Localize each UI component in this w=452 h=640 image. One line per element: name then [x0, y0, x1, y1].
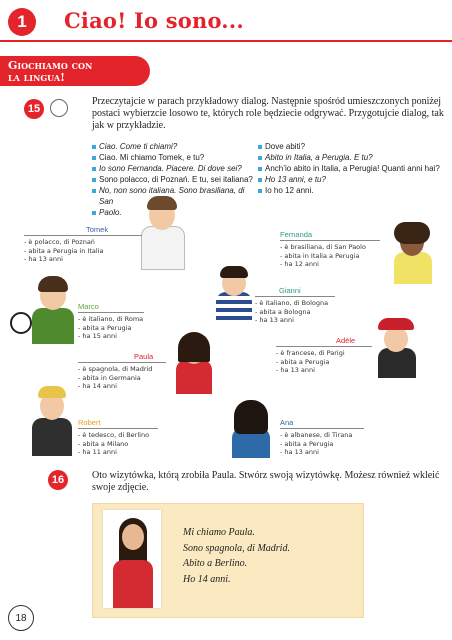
bio-line: - abita a Bologna — [255, 307, 311, 316]
character-bio — [255, 299, 328, 325]
dialog-line: Sono polacco, di Poznań. E tu, sei italiana? — [92, 174, 257, 185]
lesson-number-badge: 1 — [8, 8, 36, 36]
name-underline — [280, 240, 380, 241]
character-name: Ana — [280, 418, 294, 427]
bio-line: - ha 13 anni — [280, 448, 319, 456]
tomek-figure — [137, 188, 187, 268]
card-line: Sono spagnola, di Madrid. — [183, 542, 290, 554]
bio-line: - ha 13 anni — [24, 255, 63, 263]
character-card-ana — [280, 418, 370, 462]
name-underline — [255, 296, 335, 297]
football-icon — [10, 312, 32, 334]
character-name: Paula — [134, 352, 154, 361]
dialog-line: Ciao. Come ti chiami? — [92, 141, 257, 152]
name-underline — [276, 346, 372, 347]
character-name: Adèle — [336, 336, 356, 345]
dialog-line: Io sono Fernanda. Piacere. Di dove sei? — [92, 163, 257, 174]
bio-line: - abita a Milano — [78, 439, 129, 448]
character-bio — [280, 431, 352, 457]
bio-line: - abita in Germania — [78, 373, 141, 382]
dialog-line: Anch’io abito in Italia, a Perugia! Quanti anni hai? — [258, 163, 448, 174]
paula-figure — [172, 330, 216, 394]
exercise-15-instruction: Przeczytajcie w parach przykładowy dialog. Następnie spośród umieszczonych poniżej postaci wybierzcie losowo te, których role będziecie odgrywać. Przygotujcie dialog, tak jak w przykładzie. — [92, 96, 444, 131]
bio-line: - abita a Perugia in Italia — [24, 246, 104, 255]
marco-figure — [10, 272, 80, 344]
character-name: Marco — [78, 302, 99, 311]
dialog-line: Abito in Italia, a Perugia. E tu? — [258, 152, 448, 163]
name-underline — [78, 362, 166, 363]
character-name: Gianni — [279, 286, 301, 295]
exercise-16-instruction: Oto wizytówka, którą zrobiła Paula. Stwórz swoją wizytówkę. Możesz również wkleić swoje zdjęcie. — [92, 470, 440, 493]
header-divider — [0, 40, 452, 42]
bio-line: - è polacco, di Poznań — [24, 238, 95, 246]
bio-line: - ha 13 anni — [255, 316, 294, 324]
bio-line: - è italiano, di Roma — [78, 315, 144, 323]
exercise-15-number: 15 — [24, 99, 44, 119]
character-name: Fernanda — [280, 230, 313, 239]
speaking-pair-icon — [50, 99, 68, 117]
beret-icon — [378, 318, 414, 330]
bio-line: - ha 13 anni — [276, 366, 315, 374]
character-card-marco — [78, 302, 148, 346]
name-underline — [280, 428, 364, 429]
adele-figure — [372, 316, 442, 378]
character-bio — [78, 431, 149, 457]
bio-line: - è spagnola, di Madrid — [78, 365, 153, 373]
bio-line: - abita a Perugia — [276, 357, 330, 366]
banner-line-1: Giochiamo con — [8, 59, 93, 72]
character-card-tomek — [24, 225, 142, 270]
paula-photo — [103, 510, 161, 608]
character-bio — [24, 238, 103, 264]
bio-line: - abita a Perugia — [280, 439, 334, 448]
bio-line: - è francese, di Parigi — [276, 349, 345, 357]
dialog-line: Ciao. Mi chiamo Tomek, e tu? — [92, 152, 257, 163]
character-bio — [78, 315, 143, 341]
character-card-fernanda — [280, 230, 384, 274]
character-bio — [280, 243, 366, 269]
bio-line: - ha 14 anni — [78, 382, 117, 390]
paula-card-text — [183, 525, 290, 587]
bio-line: - è italiano, di Bologna — [255, 299, 329, 307]
bio-line: - ha 11 anni — [78, 448, 117, 456]
dialog-line: Io ho 12 anni. — [258, 185, 448, 196]
bio-line: - abita a Perugia — [78, 323, 132, 332]
card-line: Mi chiamo Paula. — [183, 527, 255, 538]
character-name: Tomek — [86, 225, 109, 234]
bio-line: - ha 15 anni — [78, 332, 117, 340]
dialog-line: Dove abiti? — [258, 141, 448, 152]
page-number: 18 — [8, 605, 34, 631]
exercise-16-number: 16 — [48, 470, 68, 490]
robert-figure — [28, 382, 76, 456]
character-bio — [78, 365, 152, 391]
dialog-right-column — [258, 141, 448, 196]
name-underline — [24, 235, 142, 236]
bio-line: - ha 12 anni — [280, 260, 319, 268]
fernanda-figure — [388, 222, 438, 284]
character-name: Robert — [78, 418, 101, 427]
bio-line: - è albanese, di Tirana — [280, 431, 353, 439]
character-card-robert — [78, 418, 162, 462]
bio-line: - è brasiliana, di San Paolo — [280, 243, 366, 251]
name-underline — [78, 428, 158, 429]
dialog-line: Paolo. — [92, 207, 257, 218]
section-banner — [0, 56, 150, 86]
card-line: Ho 14 anni. — [183, 573, 231, 585]
dialog-line: Ho 13 anni, e tu? — [258, 174, 448, 185]
bio-line: - abita in Italia a Perugia — [280, 251, 360, 260]
banner-line-2: la lingua! — [8, 71, 65, 84]
dialog-line: No, non sono italiana. Sono brasiliana, di San — [92, 185, 257, 207]
character-card-gianni — [255, 286, 335, 330]
name-underline — [78, 312, 144, 313]
character-card-paula — [78, 352, 170, 396]
lesson-title: Ciao! Io sono... — [64, 8, 244, 33]
character-card-adele — [276, 336, 372, 380]
bio-line: - è tedesco, di Berlino — [78, 431, 150, 439]
card-line: Abito a Berlino. — [183, 558, 248, 569]
gianni-figure — [212, 262, 256, 324]
ana-figure — [226, 398, 276, 458]
character-bio — [276, 349, 345, 375]
